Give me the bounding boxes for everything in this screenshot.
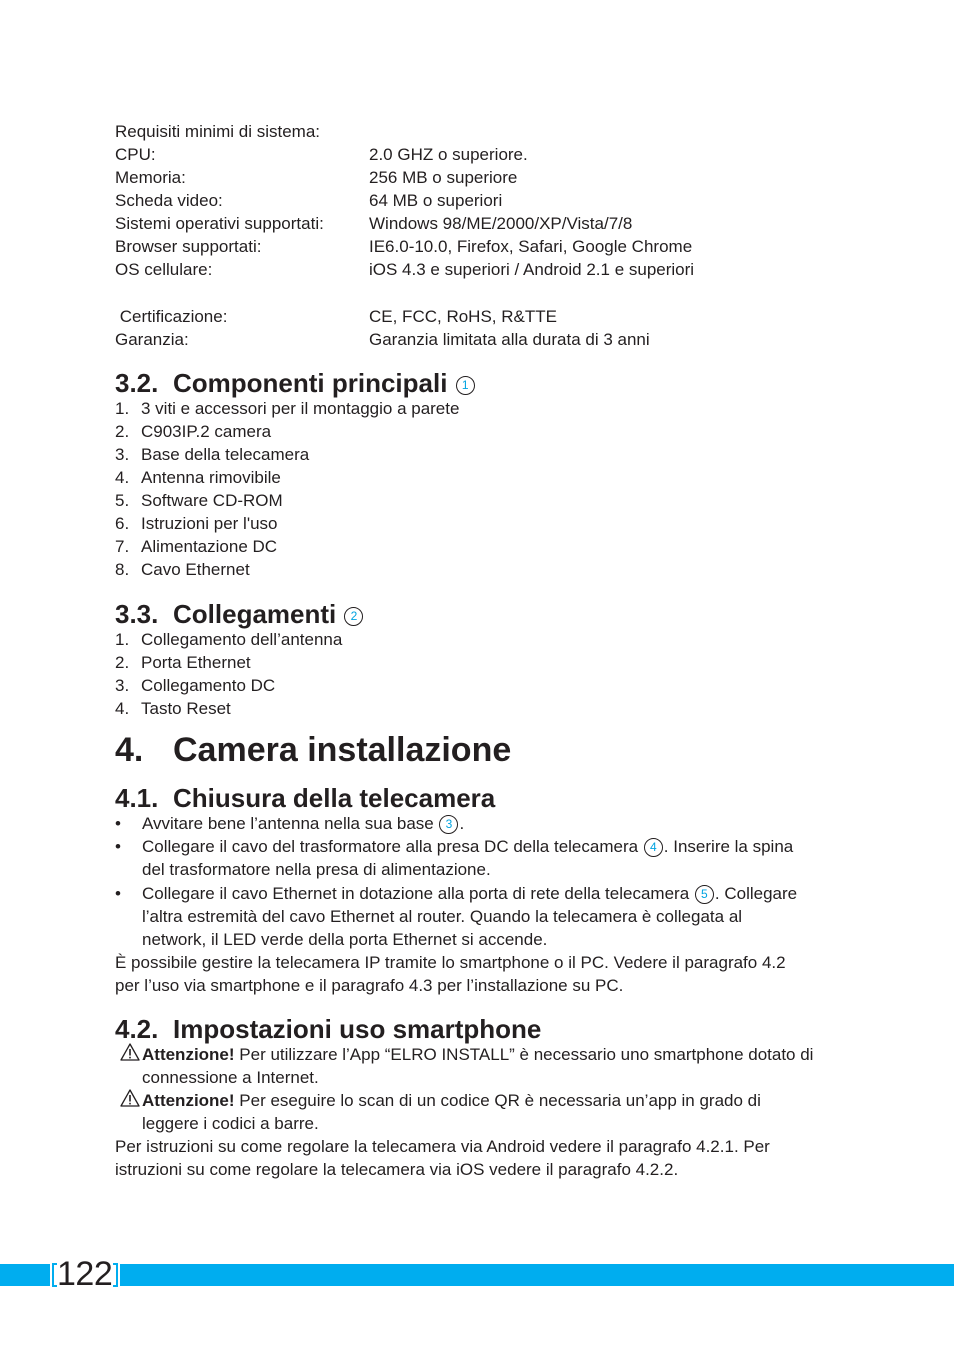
figure-ref-badge: 5 xyxy=(695,885,714,904)
bullet-text xyxy=(142,812,837,835)
list-number: 1. xyxy=(115,630,130,649)
spec-row-os xyxy=(115,212,835,235)
list-number: 2. xyxy=(115,422,130,441)
list-number: 3. xyxy=(115,676,130,695)
spec-label: Memoria: xyxy=(115,168,186,187)
warning-text xyxy=(142,1089,837,1112)
requirements-heading: Requisiti minimi di sistema: xyxy=(115,122,320,141)
chapter-heading-4 xyxy=(115,730,511,770)
warning-label: Attenzione! xyxy=(142,1091,235,1110)
bullet-text-part: Avvitare bene l’antenna nella sua base xyxy=(142,814,439,833)
list-text: Collegamento DC xyxy=(141,676,276,695)
list-text: Cavo Ethernet xyxy=(141,560,250,579)
paragraph-line: per l’uso via smartphone e il paragrafo 4.3 per l’installazione su PC. xyxy=(115,976,624,995)
spec-label: Certificazione: xyxy=(115,307,228,326)
bullet-text xyxy=(142,882,837,905)
spec-label: Scheda video: xyxy=(115,191,223,210)
section-title: Collegamenti xyxy=(173,599,337,629)
spec-label: Browser supportati: xyxy=(115,237,262,256)
spec-row-cpu xyxy=(115,143,835,166)
spec-value: CE, FCC, RoHS, R&TTE xyxy=(369,307,557,326)
section-title: Componenti principali xyxy=(173,368,448,398)
list-number: 5. xyxy=(115,491,130,510)
spec-row-certification xyxy=(115,305,835,328)
list-number: 4. xyxy=(115,699,130,718)
page-number: 122 xyxy=(57,1255,113,1293)
bullet-text-part: . Collegare xyxy=(714,884,798,903)
bullet-text-line: network, il LED verde della porta Ethernet si accende. xyxy=(142,930,548,949)
bullet-text-part: . xyxy=(459,814,465,833)
list-number: 7. xyxy=(115,537,130,556)
list-text: Software CD-ROM xyxy=(141,491,283,510)
section-title: Impostazioni uso smartphone xyxy=(173,1014,542,1044)
warning-text xyxy=(142,1043,837,1066)
section-number: 3.2. xyxy=(115,368,159,398)
figure-ref-badge: 4 xyxy=(644,838,663,857)
list-text: Base della telecamera xyxy=(141,445,310,464)
spec-row-browser xyxy=(115,235,835,258)
figure-ref-badge: 2 xyxy=(344,607,363,626)
figure-ref-badge: 3 xyxy=(439,815,458,834)
section-number: 3.3. xyxy=(115,599,159,629)
spec-value: Garanzia limitata alla durata di 3 anni xyxy=(369,330,650,349)
list-text: Porta Ethernet xyxy=(141,653,251,672)
bullet-text-part: Collegare il cavo del trasformatore alla presa DC della telecamera xyxy=(142,837,643,856)
list-number: 4. xyxy=(115,468,130,487)
section-heading-3-3 xyxy=(115,599,364,629)
spec-row-warranty xyxy=(115,328,835,351)
section-heading-3-2 xyxy=(115,368,476,398)
spec-row-mobile-os xyxy=(115,258,835,281)
spec-label: Sistemi operativi supportati: xyxy=(115,214,324,233)
spec-label: Garanzia: xyxy=(115,330,189,349)
footer-bar xyxy=(0,1264,954,1286)
warning-text-line: leggere i codici a barre. xyxy=(142,1114,319,1133)
list-number: 8. xyxy=(115,560,130,579)
spec-value: IE6.0-10.0, Firefox, Safari, Google Chrome xyxy=(369,237,693,256)
spec-row-memory xyxy=(115,166,835,189)
section-title: Chiusura della telecamera xyxy=(173,783,496,813)
chapter-number: 4. xyxy=(115,731,144,769)
list-text: Alimentazione DC xyxy=(141,537,278,556)
bullet-text-line: l’altra estremità del cavo Ethernet al router. Quando la telecamera è collegata al xyxy=(142,907,743,926)
warning-icon xyxy=(120,1043,140,1061)
list-text: Collegamento dell’antenna xyxy=(141,630,343,649)
list-number: 2. xyxy=(115,653,130,672)
spec-value: 64 MB o superiori xyxy=(369,191,503,210)
paragraph-line: Per istruzioni su come regolare la telecamera via Android vedere il paragrafo 4.2.1. Per xyxy=(115,1137,770,1156)
page-number-bracket-right xyxy=(113,1263,118,1287)
list-number: 3. xyxy=(115,445,130,464)
warning-label: Attenzione! xyxy=(142,1045,235,1064)
section-heading-4-2 xyxy=(115,1014,541,1044)
bullet-mark: • xyxy=(115,837,121,856)
warning-icon xyxy=(120,1089,140,1107)
spec-value: 256 MB o superiore xyxy=(369,168,518,187)
paragraph-line: È possibile gestire la telecamera IP tramite lo smartphone o il PC. Vedere il paragrafo 4.2 xyxy=(115,953,786,972)
bullet-text-part: Collegare il cavo Ethernet in dotazione alla porta di rete della telecamera xyxy=(142,884,694,903)
spec-label: OS cellulare: xyxy=(115,260,213,279)
warning-body: Per utilizzare l’App “ELRO INSTALL” è necessario uno smartphone dotato di xyxy=(234,1045,814,1064)
bullet-text-line: del trasformatore nella presa di alimentazione. xyxy=(142,860,491,879)
list-text: 3 viti e accessori per il montaggio a parete xyxy=(141,399,460,418)
list-text: Antenna rimovibile xyxy=(141,468,281,487)
list-number: 6. xyxy=(115,514,130,533)
list-text: Tasto Reset xyxy=(141,699,231,718)
warning-body: Per eseguire lo scan di un codice QR è necessaria un’app in grado di xyxy=(234,1091,761,1110)
spec-value: iOS 4.3 e superiori / Android 2.1 e superiori xyxy=(369,260,695,279)
figure-ref-badge: 1 xyxy=(456,376,475,395)
section-number: 4.1. xyxy=(115,783,159,813)
list-text: C903IP.2 camera xyxy=(141,422,272,441)
spec-row-video xyxy=(115,189,835,212)
bullet-mark: • xyxy=(115,814,121,833)
warning-text-line: connessione a Internet. xyxy=(142,1068,319,1087)
spec-value: 2.0 GHZ o superiore. xyxy=(369,145,528,164)
section-heading-4-1 xyxy=(115,783,495,813)
spec-value: Windows 98/ME/2000/XP/Vista/7/8 xyxy=(369,214,633,233)
bullet-text-part: . Inserire la spina xyxy=(663,837,794,856)
section-number: 4.2. xyxy=(115,1014,159,1044)
bullet-text xyxy=(142,835,837,858)
spec-label: CPU: xyxy=(115,145,156,164)
bullet-mark: • xyxy=(115,884,121,903)
chapter-title: Camera installazione xyxy=(173,731,512,769)
paragraph-line: istruzioni su come regolare la telecamera via iOS vedere il paragrafo 4.2.2. xyxy=(115,1160,679,1179)
list-number: 1. xyxy=(115,399,130,418)
list-text: Istruzioni per l'uso xyxy=(141,514,278,533)
